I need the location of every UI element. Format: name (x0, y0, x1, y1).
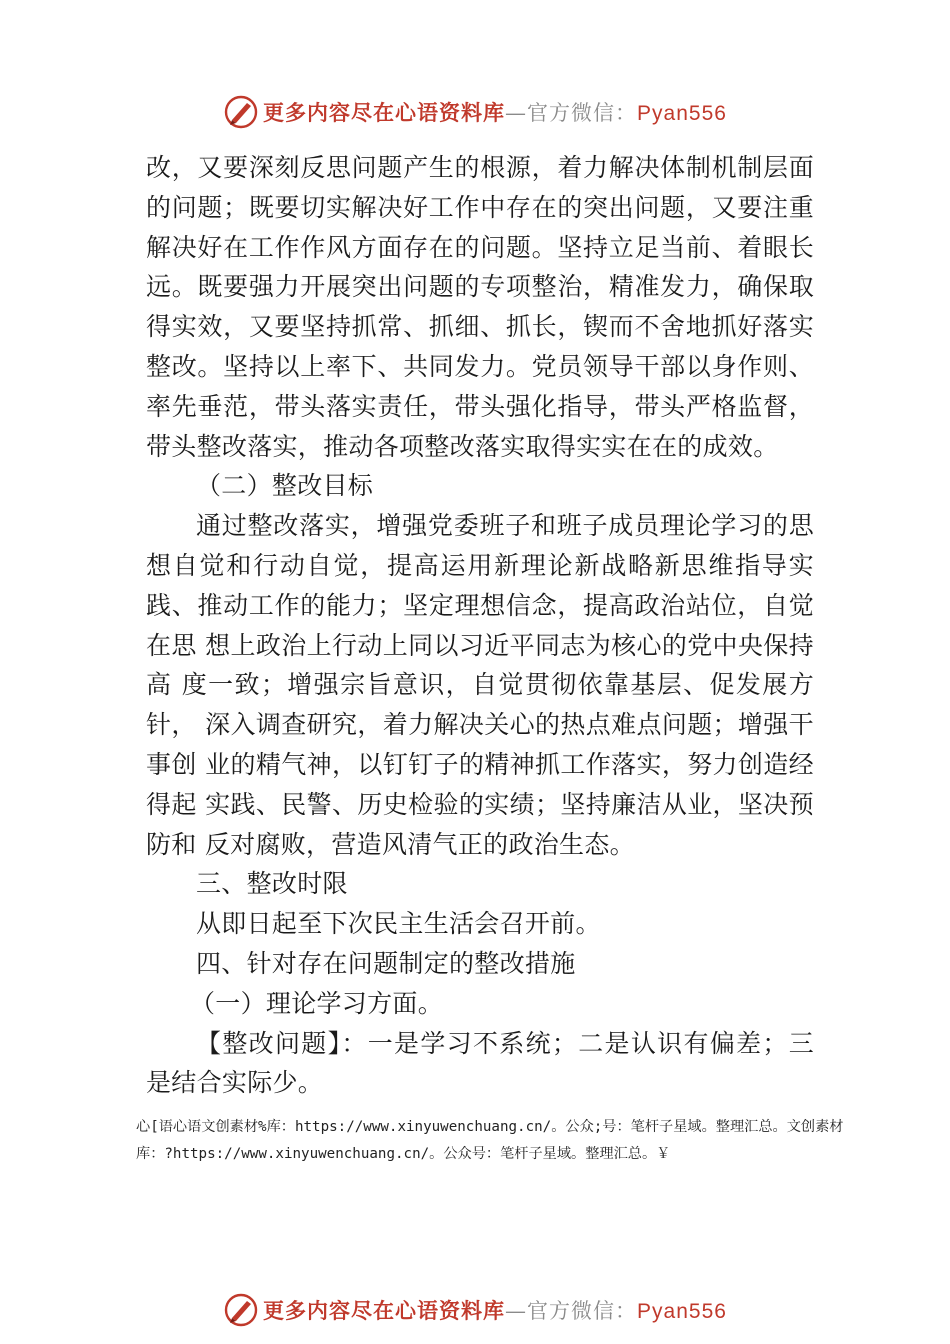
banner-text (263, 97, 727, 127)
subheading-theory: （一）理论学习方面。 (190, 988, 444, 1018)
banner-id: Pyan556 (637, 102, 727, 125)
banner-main: 更多内容尽在心语资料库 (263, 1298, 506, 1323)
section-heading-goals: （二）整改目标 (196, 471, 374, 501)
banner-id: Pyan556 (637, 1300, 727, 1323)
footer-banner (0, 1290, 950, 1330)
document-body (146, 148, 814, 1103)
watermark-note: 心[语心语文创素材%库：https://www.xinyuwenchuang.cn/。公众;号：笔杆子星域。整理汇总。文创素材库：?https://www.xinyuwenchuang.cn/。公众号：笔杆子星域。整理汇总。￥ (136, 1119, 844, 1162)
banner-main: 更多内容尽在心语资料库 (263, 100, 506, 125)
pen-logo-icon (223, 1292, 259, 1328)
paragraph-continuation: 改，又要深刻反思问题产生的根源，着力解决体制机制层面的问题；既要切实解决好工作中存在的突出问题，又要注重解决好在工作作风方面存在的问题。坚持立足当前、着眼长远。既要强力开展突出问题的专项整治，精准发力，确保取得实效，又要坚持抓常、抓细、抓长，锲而不舍地抓好落实整改。坚持以上率下、共同发力。党员领导干部以身作则、率先垂范，带头落实责任，带头强化指导，带头严格监督，带头整改落实，推动各项整改落实取得实实在在的成效。 (146, 153, 814, 461)
banner-dash: — (505, 1299, 528, 1323)
banner-official: 官方微信： (527, 1299, 638, 1323)
paragraph-issues: 【整改问题】：一是学习不系统；二是认识有偏差；三是结合实际少。 (146, 1028, 814, 1098)
banner-official: 官方微信： (527, 101, 638, 125)
pen-logo-icon (223, 94, 259, 130)
banner-text (263, 1295, 727, 1325)
section-heading-measures: 四、针对存在问题制定的整改措施 (196, 948, 576, 978)
header-banner (0, 92, 950, 132)
section-heading-timeline: 三、整改时限 (196, 869, 348, 899)
paragraph-goals: 通过整改落实，增强党委班子和班子成员理论学习的思想自觉和行动自觉，提高运用新理论新战略新思维指导实践、推动工作的能力；坚定理想信念，提高政治站位，自觉在思 想上政治上行动上同以习近平同志为核心的党中央保持高 度一致；增强宗旨意识，自觉贯彻依靠基层、促发展方针， 深入调查研究，着力解决关心的热点难点问题；增强干事创 业的精气神，以钉钉子的精神抓工作落实，努力创造经得起 实践、民警、历史检验的实绩；坚持廉洁从业，坚决预防和 反对腐败，营造风清气正的政治生态。 (146, 511, 814, 859)
paragraph-timeline: 从即日起至下次民主生活会召开前。 (196, 909, 601, 939)
banner-dash: — (505, 101, 528, 125)
